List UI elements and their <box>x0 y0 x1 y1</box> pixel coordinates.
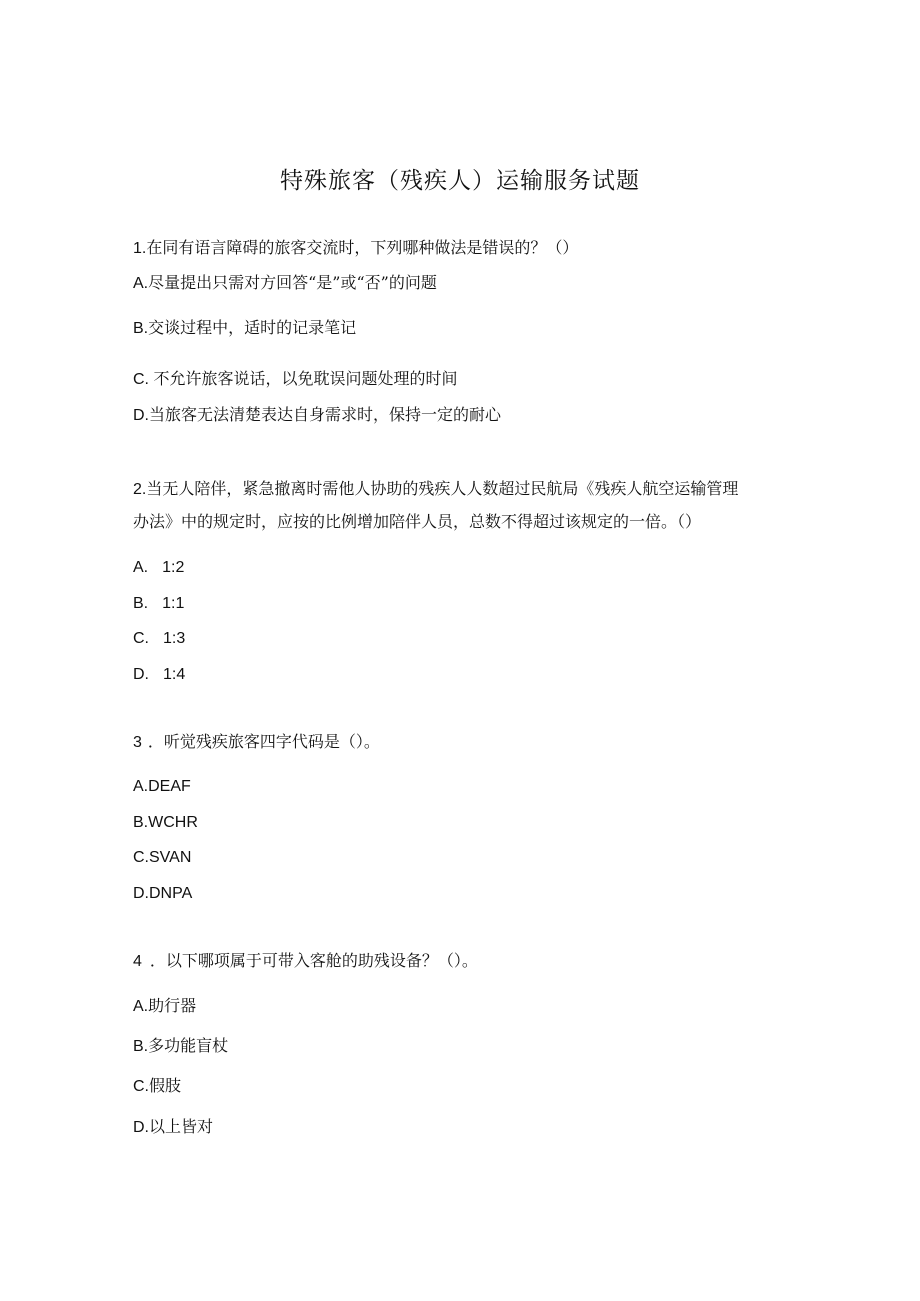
question-text: ．听觉残疾旅客四字代码是（）。 <box>147 732 380 751</box>
option-text: DEAF <box>148 778 191 795</box>
option-text: 假肢 <box>149 1076 182 1095</box>
question-number: 2. <box>133 481 147 498</box>
question-text: 在同有语言障碍的旅客交流时，下列哪种做法是错误的？（） <box>146 238 579 257</box>
question-1-option-a <box>133 273 437 294</box>
question-3-option-a <box>133 776 191 797</box>
question-2-stem-line-2: 办法》中的规定时，应按的比例增加陪伴人员，总数不得超过该规定的一倍。（） <box>133 512 702 531</box>
question-number: 3 <box>133 734 142 751</box>
option-text: 不允许旅客说话，以免耽误问题处理的时间 <box>153 369 458 388</box>
option-text: WCHR <box>148 814 198 831</box>
option-text: SVAN <box>149 849 192 866</box>
question-2-option-a <box>133 557 184 578</box>
option-text: 1:1 <box>162 595 185 612</box>
option-label: C. <box>133 1078 149 1095</box>
question-4-option-a <box>133 996 196 1017</box>
question-3-option-c <box>133 847 191 868</box>
question-4-option-b <box>133 1036 228 1057</box>
question-1-stem <box>133 238 578 259</box>
option-label: B. <box>133 1038 149 1055</box>
question-4-option-d <box>133 1117 213 1138</box>
option-label: A. <box>133 778 149 795</box>
question-number: 4 <box>133 953 142 970</box>
option-label: A. <box>133 275 149 292</box>
question-text: ．以下哪项属于可带入客舱的助残设备？（）。 <box>149 951 478 970</box>
question-2-option-b <box>133 593 184 614</box>
option-text: 多功能盲杖 <box>148 1036 229 1055</box>
question-4-stem <box>133 951 478 972</box>
question-2-option-c <box>133 628 185 649</box>
option-text: 1:2 <box>162 559 185 576</box>
option-label: A. <box>133 998 149 1015</box>
option-text: 当旅客无法清楚表达自身需求时，保持一定的耐心 <box>149 405 502 424</box>
question-2-option-d <box>133 664 185 685</box>
option-label: C. <box>133 630 149 647</box>
option-label: C. <box>133 371 154 388</box>
question-4-option-c <box>133 1076 181 1097</box>
option-text: 1:3 <box>163 630 186 647</box>
option-label: B. <box>133 814 149 831</box>
option-label: B. <box>133 320 149 337</box>
option-label: D. <box>133 666 149 683</box>
option-text: 1:4 <box>163 666 186 683</box>
option-text: 尽量提出只需对方回答“是”或“否”的问题 <box>148 273 437 292</box>
option-label: B. <box>133 595 149 612</box>
question-3-stem <box>133 732 380 753</box>
question-1-option-c <box>133 369 457 390</box>
question-text: 当无人陪伴，紧急撤离时需他人协助的残疾人人数超过民航局《残疾人航空运输管理 <box>146 479 739 498</box>
question-1-option-d <box>133 405 501 426</box>
document-title: 特殊旅客（残疾人）运输服务试题 <box>280 168 640 194</box>
question-3-option-b <box>133 812 198 833</box>
option-text: 助行器 <box>148 996 197 1015</box>
question-3-option-d <box>133 883 192 904</box>
option-label: A. <box>133 559 149 576</box>
option-label: D. <box>133 885 149 902</box>
option-label: D. <box>133 407 149 424</box>
option-label: D. <box>133 1119 149 1136</box>
question-number: 1. <box>133 240 147 257</box>
option-label: C. <box>133 849 149 866</box>
option-text: 交谈过程中，适时的记录笔记 <box>148 318 357 337</box>
option-text: DNPA <box>149 885 193 902</box>
question-1-option-b <box>133 318 356 339</box>
question-2-stem-line-1 <box>133 479 738 500</box>
option-text: 以上皆对 <box>149 1117 214 1136</box>
